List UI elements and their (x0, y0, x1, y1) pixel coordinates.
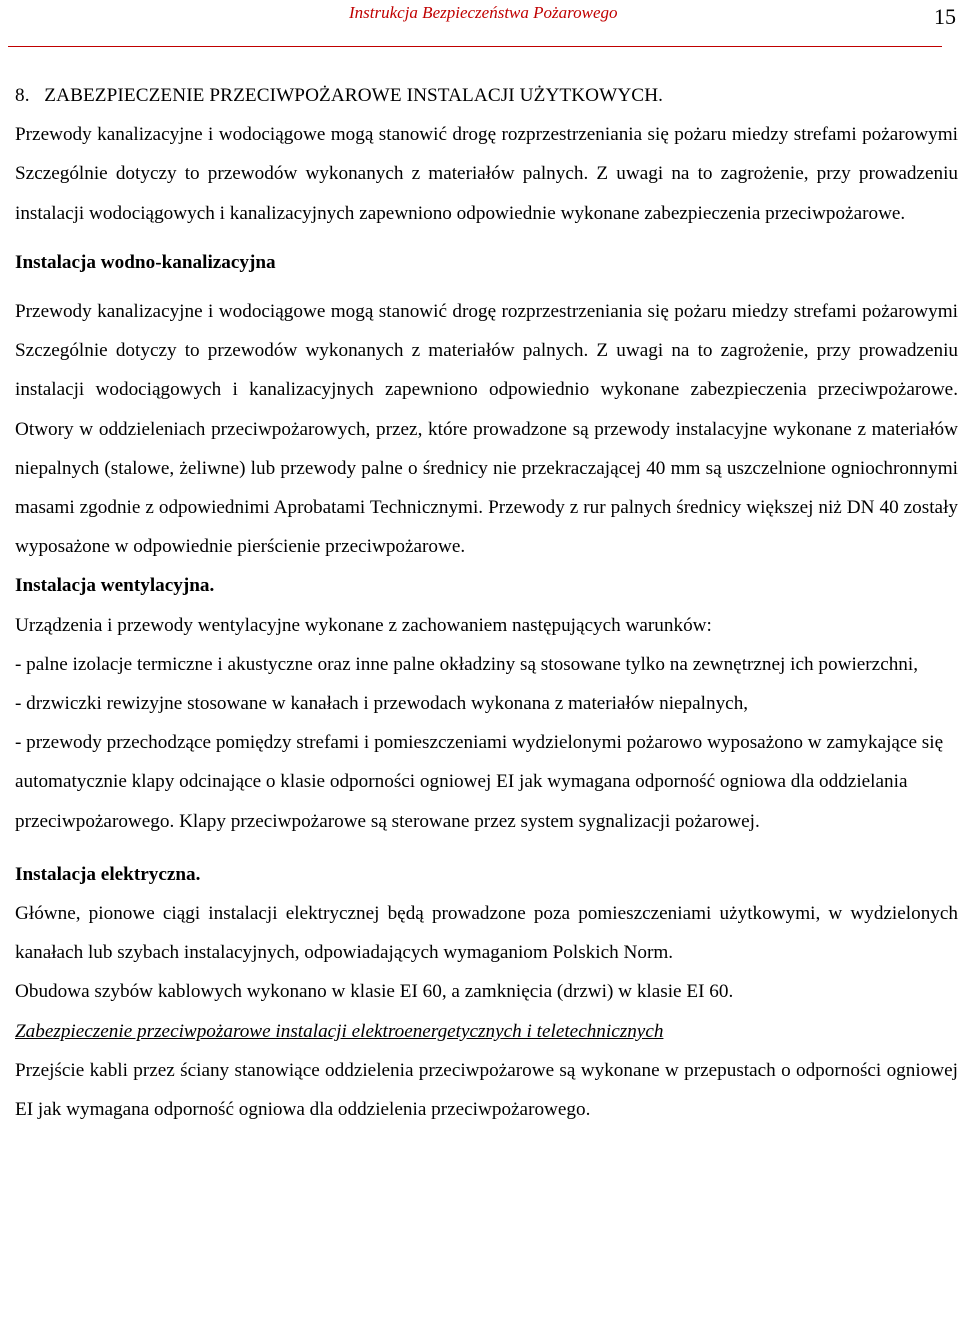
ventilation-heading: Instalacja wentylacyjna. (15, 575, 215, 597)
section-number: 8. (15, 85, 30, 106)
document-title: Instrukcja Bezpieczeństwa Pożarowego (349, 3, 618, 22)
electrical-paragraph: Główne, pionowe ciągi instalacji elektrycznej będą prowadzone poza pomieszczeniami użytkowymi, w wydzielonych kanałach lub szybach instalacyjnych, odpowiadających wymaganiom Polskich Norm. (15, 903, 958, 964)
electrical-paragraph: Przejście kabli przez ściany stanowiące oddzielenia przeciwpożarowe są wykonane w przepustach o odporności ogniowej EI jak wymagana odporność ogniowa dla oddzielenia przeciwpożarowego. (15, 1059, 958, 1121)
electrical-heading: Instalacja elektryczna. (15, 863, 201, 885)
electrical-paragraph: Obudowa szybów kablowych wykonano w klasie EI 60, a zamknięcia (drzwi) w klasie EI 60. (15, 981, 734, 1003)
section-heading (15, 76, 958, 115)
electrical-protection-heading: Zabezpieczenie przeciwpożarowe instalacji elektroenergetycznych i teletechnicznych (15, 1020, 664, 1042)
ventilation-item: - przewody przechodzące pomiędzy strefami i pomieszczeniami wydzielonymi pożarowo wyposażono w zamykające się automatycznie klapy odcinające o klasie odporności ogniowej EI jak wymagana odporność ogniowa dla oddzielania przeciwpożarowego. Klapy przeciwpożarowe są sterowane przez system sygnalizacji pożarowej. (15, 732, 944, 832)
section-title: ZABEZPIECZENIE PRZECIWPOŻAROWE INSTALACJI UŻYTKOWYCH. (44, 85, 664, 106)
water-heading: Instalacja wodno-kanalizacyjna (15, 251, 276, 273)
ventilation-item: - palne izolacje termiczne i akustyczne oraz inne palne okładziny są stosowane tylko na zewnętrznej ich powierzchni, (15, 653, 919, 675)
intro-paragraph: Przewody kanalizacyjne i wodociągowe mogą stanowić drogę rozprzestrzeniania się pożaru miedzy strefami pożarowymi Szczególnie dotyczy to przewodów wykonanych z materiałów palnych. Z uwagi na to zagrożenie, przy prowadzeniu instalacji wodociągowych i kanalizacyjnych zapewniono odpowiednie wykonane zabezpieczenia przeciwpożarowe. (15, 124, 958, 224)
ventilation-intro: Urządzenia i przewody wentylacyjne wykonane z zachowaniem następujących warunków: (15, 614, 712, 636)
ventilation-item: - drzwiczki rewizyjne stosowane w kanałach i przewodach wykonana z materiałów niepalnych, (15, 693, 749, 715)
document-body (15, 76, 958, 1129)
header-divider (8, 46, 942, 47)
water-paragraph: Przewody kanalizacyjne i wodociągowe mogą stanowić drogę rozprzestrzeniania się pożaru miedzy strefami pożarowymi Szczególnie dotyczy to przewodów wykonanych z materiałów palnych. Z uwagi na to zagrożenie, przy prowadzeniu instalacji wodociągowych i kanalizacyjnych zapewniono odpowiednio wykonane zabezpieczenia przeciwpożarowe. Otwory w oddzieleniach przeciwpożarowych, przez, które prowadzone są przewody instalacyjne wykonane z materiałów niepalnych (stalowe, żeliwne) lub przewody palne o średnicy nie przekraczającej 40 mm są uszczelnione ogniochronnymi masami zgodnie z odpowiednimi Aprobatami Technicznymi. Przewody z rur palnych średnicy większej niż DN 40 zostały wyposażone w odpowiednie pierścienie przeciwpożarowe. (15, 301, 958, 558)
page-header (0, 0, 960, 48)
page-number: 15 (934, 4, 956, 29)
